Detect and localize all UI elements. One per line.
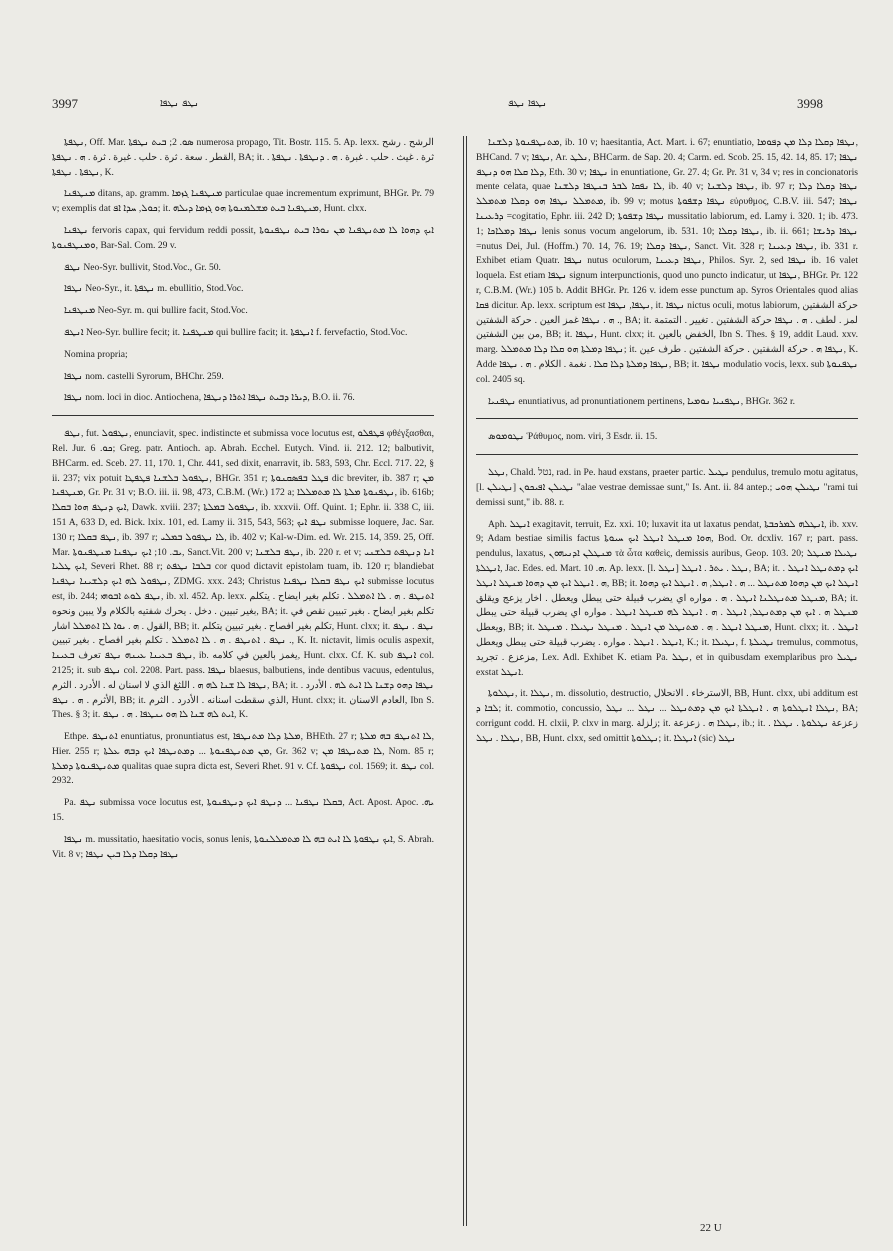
dictionary-entry: ܢܛܦܐ Neo-Syr., it. ܢܛܦܬܐ m. ebullitio, Stod.Voc. — [64, 283, 244, 295]
dictionary-entry: ܢܛܦ, fut. ܢܛܦܘܠ, enunciavit, spec. indistincte et submissa voce locutus est, ܦܛܦܠܘ φθέγξασθαι, Rel. Jur. ܟܘ. 6; Greg. patr. Antioch. ap. Abrah. Ecchel. Eutych. Vind. ii. 212. 12; balbutivit, BHCarm. ed. Sceb. 27. 11, 170. 1, Chr. 441, sed dixit, enarravit, ib. 583, 593, Chr. Eccl. 717. 22, § ii. 237; vix potuit ܢܛܦܘܠ ܒܠܫܢܐ ܦܛܦܛܐ, BHGr. 351 r; ܦܛܠ ܒܦܣܩܢܘܬܐ dic breviter, ib. 387 r; ܡܢ ܡܢܛܦܢܐ, Gr. Pr. 31 v; B.O. iii. ii. 98, 473, C.B.M. (Wr.) 172 a; ܢܛܦܢܘܬܐ ܡܠܬܐ ܠܐ ܡܬܡܠܠܐ, ib. 616b; ܐܝܟ ܕܢܛܦ ܗܘܐ ܒܩܠܐ, Dawk. xviii. 237; ܢܛܦܘܠ ܒܡܠܬܐ, ib. xxxvii. Off. Quint. 1; Ephr. ii. 338 C, iii. 151 A, 633 D, ed. Bick. lxix. 101, ed. Lamy ii. 315, 543, 563; ܢܛܦ ܐܝܟ submisse loquere, Jac. Sar. 130 r; ܢܛܦ ܒܩܠܐ, ib. 397 r; ܠܐ ܢܛܦܘܠ ܒܡܠܝ, ib. 402 v; Kal-w-Dim. ed. Wr. 215. 14, 359. 25, Off. Mar. ܝܒ. 10; ܐܝܟ ܢܛܦܢܐ ܡܢܛܦܢܘܬܐ, Sanct.Vit. 200 v; ܢܛܦ ܒܠܫܢܐ, ib. 220 r. et v; ܐܢܐ ܕܢܛܦܬ ܒܠܫܢܝ ܐܝܟ ܛܠܝܐ, Severi Rhet. 88 r; ܒܠܒܐ ܢܛܦܬ cor quod dictavit epistolam tuam, ib. 120 r; blandiebat ܢܛܦܘܠ ܠܗ ܐܝܟ ܕܠܫܝܢܐ ܢܛܦܢܐ, ZDMG. xxx. 243; Christus ܐܝܟ ܢܛܦ ܒܩܠܐ ܢܛܦܢܐ submisse locutus est, ib. 244; ܢܛܦ ܠܘܬ ܐܒܘܗܝ, ib. xl. 452. Ap. lexx. ܐܬܢܛܦ . ܗ . ܠܐ ܐܬܡܠܠ . تكلم بغير ايضاح . يتكلم بغير تبيين . دخل . يحرك شفتيه بالكلام ولا يبين ونحوه, BA; it. تكلم بغير ايضاح . بغير تبيين نقص في القول . ܗ . ܝܘܐ ܠܐ ܐܬܡܠܠ اشار, BB; it. تكلم بغير افصاح . بغير تبيين يتكلم, Hunt. clxx; it. ܢܛܦ . ܢܛܦ . ܢܛܦ . ܐܬܢܛܦ . ܗ . ܠܐ ܐܬܡܠܠ . تكلم بغير افصاح . بغير تبيين, K. It. nictavit, limis oculis aspexit, ܢܛܦ ܒܥܝܢܐ ܥܝܢܗ ܢܛܦ تعرف ܒܥܝܢܐ, ib. يغمز بالعين في كلامه, Hunt. clxx. Cf. K. sub ܐܢܛܦ col. 2125; it. sub ܢܛܦ col. 2208. Part. pass. ܢܛܦܐ blaesus, balbutiens, inde dentibus vacuus, edentulus, ܢܛܦܐ ܠܐ ܫܢܐ ܠܗ ܗ . اللثغ الذي لا اسنان له . الأدرد . الثرم, BA; it. ܢܛܦܐ ܕܗܘ ܕܫܢܐ ܠܐ ܐܝܬ ܠܗ . الأدرد . الأثرم . ܗ . ܢܛܦ, BB; it. الذي سقطت اسنانه . الأدرد . الثرم, Hunt. clxx; it. العادم الاسنان, Ibn S. Thes. § 3; it. ܐܝܬ ܠܗ ܫܢܐ ܠܐ ܗܘ ܝܢܛܦܐ . ܗ . ܢܛܦ, K. — [52, 428, 434, 721]
page-number-right: 3998 — [797, 96, 823, 111]
dictionary-entry: Ethpe. ܐܬܢܛܦ enuntiatus, pronuntiatus est, ܡܠܬܐ ܕܠܐ ܡܬܢܛܦܐ, BHEth. 27 r; ܠܐ ܐܬܢܛܦ ܒܗ ܡܠܬܐ, Hier. 255 r; ܡܢ ܡܬܢܛܦܢܘܬܐ ... ܕܡܬܢܛܦܐ ܐܝܟ ܕܒܗ ܥܠܬܐ, Gr. 362 v; ܠܐ ܡܬܢܛܦܐ ܡܢ, Nom. 85 r; ܡܬܢܛܦܢܘܬܐ ܕܡܠܬܐ qualitas quae supra dicta est, Severi Rhet. 91 v. Cf. ܢܛܦܘܬܐ col. 1569; it. ܢܛܦ col. 2932. — [52, 731, 434, 787]
dictionary-entry: ܢܛܠ, Chald. נטל, rad. in Pe. haud exstans, praeter partic. ܢܛܝܠ pendulus, tremulo motu agitatus, [l. ܢܛܝܠܢ] ܢܛܝܠܢ ܐܦܝܟܘܢ "alae vestrae demissae sunt," Is. Ant. ii. 84 antep.; ܢܛܝܠܢ ܗܘܝ "rami tui demissi sunt," ib. 88. r. — [476, 467, 858, 508]
section-separator — [52, 415, 434, 416]
page-number-left: 3997 — [52, 96, 78, 111]
running-head-left: ܢܛܦ ܢܛܦܐ — [160, 98, 199, 109]
dictionary-entry: ܢܛܦܐ m. mussitatio, haesitatio vocis, sonus lenis, ܐܝܟ ܢܛܦܘܬܐ ܠܐ ܐܝܬ ܒܗ ܠܐ ܡܬܡܠܠܢܘܬܐ, S. Abrah. Vit. 8 v; ܢܛܦܐ ܕܩܠܐ ܕܠܐ ܒܝܢ ܢܛܦܐ — [52, 833, 434, 860]
right-column — [476, 136, 858, 1226]
dictionary-entry: ܡܬܢܛܦܢܘܬܐ ܕܠܫܢܐ, ib. 10 v; haesitantia, Act. Mart. i. 67; enuntiatio, ܢܛܦܐ ܕܩܠܐ ܕܠܐ ܡܢ ܕܦܘܡܐ, BHCand. 7 v; ܢܛܦܐ, Ar. ܢܠܛ, BHCarm. de Sap. 20. 4; Carm. ed. Scob. 25. 15, 42. 14, 85. 17; ܢܛܦܐ ܕܠܐ ܩܠܐ ܗܘ ܕܢܛܦ, Eth. 30 v; ܢܛܦܐ in enuntiatione, Gr. 27. 4; Gr. Pr. 31 v, 34 v; res in concionatoris mente celata, quae ܠܐ ܢܦܩܐ ܠܒܪ ܒܢܛܦܐ ܕܠܫܢܐ, ib. 40 v; ܢܛܦܐ ܕܠܫܢܐ, ib. 97 r; ܢܛܦܐ ܕܩܠܐ ܕܠܐ ܡܬܡܠܠ ܢܛܦܐ ܗܘ ܕܩܠܐ ܡܬܡܠܠ, ib. 99 v; motus ܢܛܦܐ ܕܫܦܘܬܐ εὐρυθμος, C.B.V. iii. 547; ܢܛܦܐ ܕܪܥܝܢܐ =cogitatio, Ephr. iii. 242 D; ܢܛܦܐ ܕܫܦܘܬܐ mussitatio labiorum, ed. Lamy i. 320. 1; ib. 473. 1; ܢܛܦܐ ܕܡܠܐܟܐ lenis sonus vocum angelorum, ib. 531. 10; ܢܛܦܐ ܕܩܠܐ, ib. ii. 661; ܢܛܦܐ ܕܪܝܫܐ =nutus Dei, Jul. (Hoffm.) 70. 14, 76. 19; ܢܛܦܐ ܕܩܠܐ, Sanct. Vit. 328 r; ܢܛܦܐ ܕܥܝܢܐ, ib. 331 r. Exhibet etiam Quatr. ܢܛܦܐ nutus oculorum, ܢܛܦܐ ܕܥܝܢܐ, Philos. Syr. 2, sed ܢܛܦܐ ib. 16 valet loquela. Est etiam ܢܛܦܐ signum interpunctionis, quod uno puncto indicatur, ut ܢܛܦܐ, BHGr. Pr. 122 r, C.B.M. (Wr.) 105 b. Addit BHGr. Pr. 126 v. idem esse punctum ap. Syros Orientales quod alias ܦܩܐ dicitur. Ap. lexx. scriptum est ܢܛܦܐ, ܢܛܦܐ, it. ܢܛܦܐ nictus oculi, motus labiorum, حركة الشفتين . ܗ . ܢܛܦܐ غمز العين . حركة الشفتين, BA; it. لمز . لطف . ܗ . ܢܛܦܐ حركة الشفتين . تغيير . التمتمة من بين الشفتين, BB; it. ܢܛܦܐ, Hunt. clxx; it. الخفض بالعين, Ibn S. Thes. § 19, addit Laud. xxv. marg. ܢܛܦܐ ܕܡܠܬܐ ܗܘ ܩܠܐ ܕܠܐ ܡܬܡܠܠ; it. ܢܛܦܐ ܗ . حركة الشفتين . حركة الشفتين . طرف عين, K. Adde ܢܛܦܐ ܕܡܠܬܐ ܕܠܐ ܩܠܐ . نغمة . الكلام . ܗ . ܢܛܦܐ, BB; it. ܢܛܦܐ modulatio vocis, lexx. sub ܢܛܦܢܘܬܐ col. 2405 sq. — [476, 137, 858, 385]
dictionary-entry: Nomina propria; — [64, 348, 128, 360]
signature-mark: 22 U — [700, 1222, 722, 1234]
dictionary-entry: ܢܛܦ Neo-Syr. bullivit, Stod.Voc., Gr. 50. — [64, 261, 221, 273]
dictionary-entry: ܢܛܦܬܐ, Off. Mar. ܣܘ. 2; ܒܝܬ ܢܛܦܬܐ numerosa propago, Tit. Bostr. 115. 5. Ap. lexx. الرشح . رشح القطر . سعة . ثرة . حلب . غبرة . ثرة . ܗ . ܢܛܦܬܐ, BA; it. ثرة . غيث . حلب . غبرة . ܗ . ܕܢܛܦܬܐ . ܢܛܦܬܐ . ܢܛܦܬܐ . ܢܛܦܬܐ, K. — [52, 137, 434, 178]
column-divider — [463, 136, 464, 1226]
dictionary-entry: ܢܛܦܐ nom. castelli Syrorum, BHChr. 259. — [64, 370, 224, 382]
running-head-right: ܢܛܦܐ ܢܛܦ — [508, 98, 547, 109]
dictionary-entry: ܡܢܛܦܢܐ ditans, ap. gramm. ܡܢܛܦܢܐ ܓܙܡܐ particulae quae incrementum exprimunt, BHGr. Pr. 79 v; exemplis dat ܟܘܠ, ܚܕܐ ܐܦ; it. ܡܢܛܦܢܐ ܒܝܬ ܡܫܠܡܢܘܬܐ ܗܘ ܓܙܡܐ ܕܝܠܗ, Hunt. clxx. — [52, 188, 434, 215]
dictionary-entry: ܢܛܠܘܬܐ, it. ܢܛܠܐ, m. dissolutio, destructio, الاسترخاء . الانحلال, BB, Hunt. clxx, ubi additum est ܠܒܐ ܕ; it. commotio, concussio, ܢܛܠܐ ܐܢܛܠܘܬܐ ܗ . ܐܢܛܠܬܐ ܐܝܟ ܡܢ ܕܡܬܢܛܠ ... ܢܛܠ ... ܢܛܠ, BA; corrigunt codd. H. clxii, P. clxv in marg. زلزلة; it. ܢܛܠܐ ܗ . زعزعة, ib.; it. زعزعة ܢܛܠܘܬܐ . ܢܛܠܐ . ܢܛܠܐ . ܢܛܠ, BB, Hunt. clxx, sed omittit ܢܛܠܘܬܐ; it. ܐܢܛܠܐ (sic) ܢܛܠ — [476, 688, 858, 744]
dictionary-entry: Pa. ܢܛܦ submissa voce locutus est, ܒܩܠܐ ܢܛܦܢܐ ... ܕܢܛܦ ܐܝܟ ܕܢܛܦܢܘܬܐ, Act. Apost. Apoc. ܝܗ. 15. — [52, 797, 434, 824]
section-separator — [476, 454, 858, 455]
section-separator — [476, 418, 858, 419]
dictionary-entry: ܢܛܦܐ nom. loci in dioc. Antiochena, ܕܝܪܐ ܕܒܝܬ ܢܛܦܐ ܐܬܪܐ ܕܢܛܦܐ, B.O. ii. 76. — [64, 392, 355, 404]
dictionary-entry: ܢܛܦܢܝܐ enuntiativus, ad pronuntiationem pertinens, ܢܛܦܢܝܐ ܢܘܡܝܐ, BHGr. 362 r. — [488, 395, 796, 407]
dictionary-entry: ܢܛܘܡܘܣ Ῥάθυμος, nom. viri, 3 Esdr. ii. 15. — [488, 431, 658, 443]
dictionary-entry: ܡܢܛܦܢܐ Neo-Syr. m. qui bullire facit, Stod.Voc. — [64, 305, 248, 317]
dictionary-entry: ܐܢܛܦ Neo-Syr. bullire fecit; it. ܡܢܛܦܢܐ qui bullire facit; it. ܐܢܛܦܬܐ f. fervefactio, Stod.Voc. — [64, 326, 408, 338]
dictionary-entry: Aph. ܐܢܛܠ exagitavit, terruit, Ez. xxi. 10; luxavit ita ut laxatus pendat, ܐܢܛܠܗ ܠܡܪܟܒܬܐ, ib. xxv. 9; Adam bestiae similis factus ܗܘܐ ܡܢܛܠ ܐܢܛܠ ܐܝܟ ܚܝܘܬܐ, Bod. Or. dcxliv. 167 r; part. pass. pendulus, laxatus, ܡܢܛܠܢ ܐܕܢܝܗܘܢ τὰ ὦτα καθεὶς, demissis auribus, Geop. 103. 20; ܢܛܝܠܐ ܡܢܛܠ ܐܢܛܠܬܐ, Jac. Edes. ed. Mart. ܗ. 10. Ap. lexx. [l. ܢܛܠ] ܢܛܠ . ܝܬܪ . ܐܢܛܠ, BA; it. ܐܝܟ ܕܡܬܢܛܠ ܐܢܛܠ . ܗ . ܐܢܛܠ ܐܝܟ ܡܢ ܕܗܘܐ ܡܢܛܠ ܐܢܛܠ, BB; it. ܐܢܛܠ ܐܝܟ ܡܢ ܕܗܘܐ ܡܬܢܛܠ ... ܗ . ܐܢܛܠ, ܗ . ܐܢܛܠ ܐܝܟ ܕܗܘܐ ܡܢܛܠ ܡܬܢܛܠܢܐ ܐܢܛܠ . ܗ . مواره اي يضرب قبيلة حتى يبطل ويعطل . اخار يزعج ويقلق, BA; it. ܡܢܛܠ ܗ . ܐܝܟ ܡܢ ܕܡܬܢܛܠ, ܐܢܛܠ . ܗ . ܐܢܛܠ ܠܗ ܡܢܛܠ ܐܢܛܠ . مواره اي يضرب قبيلة حتى يبطل ويعطل, BB; it. ܡܢܛܠ ܐܢܛܠ . ܗ . ܡܬܢܛܠ ܡܢ ܐܢܛܠ . ܡܢܛܠ ܢܛܝܠܐ . ܡܢܛܠ, Hunt. clxx; it. ܐܢܛܠ . ܐܢܛܠ . ܐܢܛܠ . مواره . يضرب قبيلة حتى يبطل ويعطل, K.; it. ܢܛܝܠܐ, f. ܢܛܝܠܬܐ tremulus, commotus, مزعزع . تجريد, Lex. Adl. Exhibet K. etiam Pa. ܢܛܠ, et in quibusdam exemplaribus pro ܢܛܝܠ exstat ܐܢܛܠ. — [476, 518, 858, 678]
page-header — [0, 92, 893, 116]
left-column — [52, 136, 434, 1226]
dictionary-entry: ܢܛܦܢܐ fervoris capax, qui fervidum reddi possit, ܐܝܟ ܕܗܘܐ ܠܐ ܡܬܢܛܦܢܐ ܡܢ ܢܘܪܐ ܒܝܬ ܢܛܦܢܘܬܐ ܘܡܢܛܦܢܘܬܐ, Bar-Sal. Com. 29 v. — [52, 224, 434, 251]
